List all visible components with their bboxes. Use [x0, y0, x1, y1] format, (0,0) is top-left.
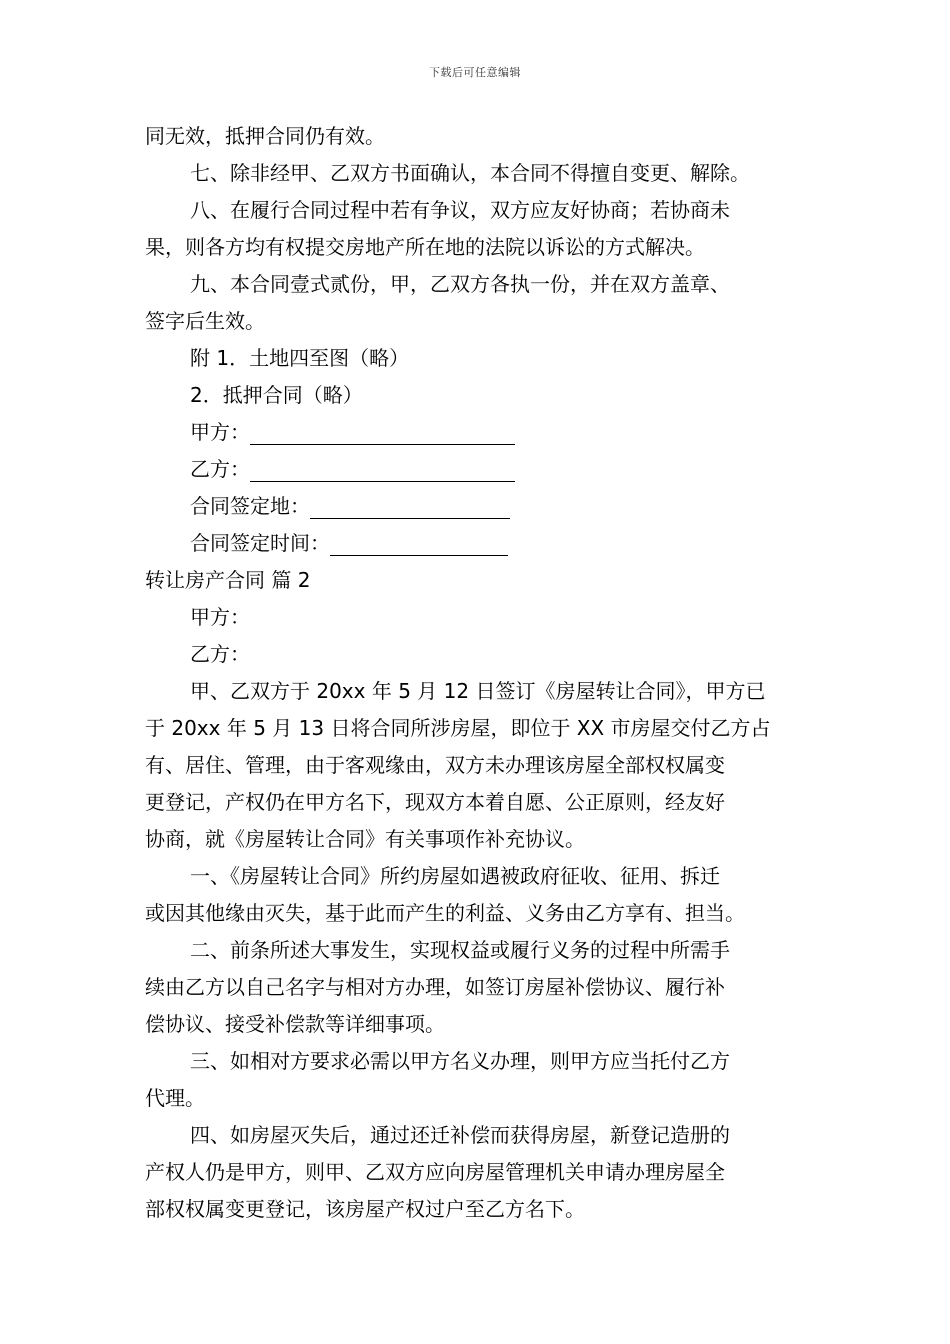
attachment-2: 2．抵押合同（略）: [190, 383, 363, 407]
text-line: 签字后生效。: [145, 309, 265, 333]
section-title: 转让房产合同 篇 2: [145, 568, 311, 592]
paragraph-line: 代理。: [145, 1086, 205, 1110]
text-line: 果，则各方均有权提交房地产所在地的法院以诉讼的方式解决。: [145, 235, 705, 259]
paragraph-line: 二、前条所述大事发生，实现权益或履行义务的过程中所需手: [190, 938, 730, 962]
paragraph-line: 更登记，产权仍在甲方名下，现双方本着自愿、公正原则，经友好: [145, 790, 725, 814]
paragraph-line: 于 20xx 年 5 月 13 日将合同所涉房屋，即位于 XX 市房屋交付乙方占: [145, 716, 771, 740]
signature-time: [145, 525, 807, 562]
signature-blank: [250, 459, 515, 482]
document-body: [145, 118, 807, 1228]
paragraph-line: 产权人仍是甲方，则甲、乙双方应向房屋管理机关申请办理房屋全: [145, 1160, 725, 1184]
signature-label: 乙方：: [190, 457, 250, 481]
paragraph-line: 一、《房屋转让合同》所约房屋如遇被政府征收、征用、拆迁: [190, 864, 720, 888]
clause-7: 七、除非经甲、乙双方书面确认，本合同不得擅自变更、解除。: [190, 161, 750, 185]
paragraph-line: 或因其他缘由灭失，基于此而产生的利益、义务由乙方享有、担当。: [145, 901, 745, 925]
signature-label: 合同签定地：: [190, 494, 310, 518]
attachment-1: 附 1．土地四至图（略）: [190, 346, 410, 370]
paragraph-line: 续由乙方以自己名字与相对方办理，如签订房屋补偿协议、履行补: [145, 975, 725, 999]
signature-party-b: [145, 451, 807, 488]
signature-blank: [330, 533, 508, 556]
paragraph-line: 偿协议、接受补偿款等详细事项。: [145, 1012, 445, 1036]
party-a: 甲方：: [190, 605, 250, 629]
paragraph-line: 三、如相对方要求必需以甲方名义办理，则甲方应当托付乙方: [190, 1049, 730, 1073]
signature-place: [145, 488, 807, 525]
paragraph-line: 四、如房屋灭失后，通过还迁补偿而获得房屋，新登记造册的: [190, 1123, 730, 1147]
paragraph-line: 有、居住、管理，由于客观缘由，双方未办理该房屋全部权权属变: [145, 753, 725, 777]
signature-blank: [250, 422, 515, 445]
signature-blank: [310, 496, 510, 519]
signature-label: 合同签定时间：: [190, 531, 330, 555]
paragraph-line: 协商，就《房屋转让合同》有关事项作补充协议。: [145, 827, 585, 851]
page-header: 下载后可任意编辑: [429, 66, 521, 79]
clause-8: 八、在履行合同过程中若有争议，双方应友好协商；若协商未: [190, 198, 730, 222]
paragraph-line: 甲、乙双方于 20xx 年 5 月 12 日签订《房屋转让合同》，甲方已: [190, 679, 766, 703]
party-b: 乙方：: [190, 642, 250, 666]
text-line: 同无效，抵押合同仍有效。: [145, 124, 385, 148]
signature-label: 甲方：: [190, 420, 250, 444]
signature-party-a: [145, 414, 807, 451]
paragraph-line: 部权权属变更登记，该房屋产权过户至乙方名下。: [145, 1197, 585, 1221]
clause-9: 九、本合同壹式贰份，甲，乙双方各执一份，并在双方盖章、: [190, 272, 730, 296]
